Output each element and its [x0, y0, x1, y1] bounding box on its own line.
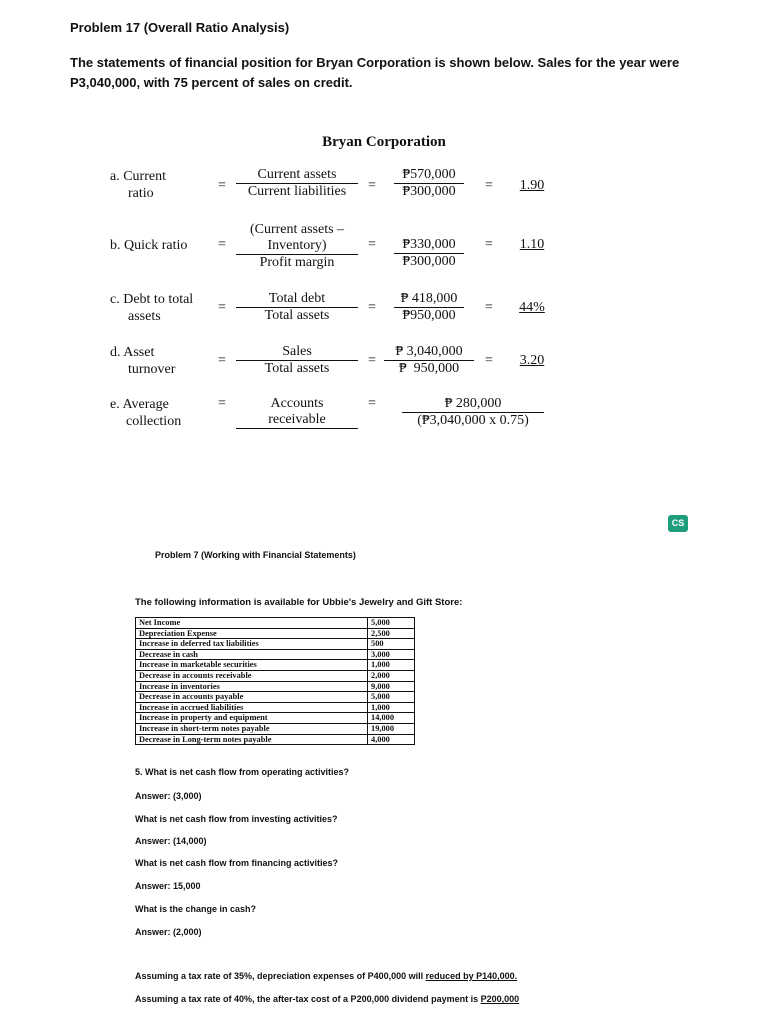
table-cell-amount: 5,000 — [368, 692, 415, 703]
question-financing: What is net cash flow from financing activities? — [135, 858, 339, 868]
table-cell-item: Increase in short-term notes payable — [136, 723, 368, 734]
ratio-b-eq2: = — [368, 237, 376, 252]
table-cell-item: Increase in inventories — [136, 681, 368, 692]
ratio-d-label — [110, 344, 175, 378]
table-cell-item: Decrease in cash — [136, 649, 368, 660]
ratio-c-label-line1: c. Debt to total — [110, 292, 194, 307]
ratio-b-eq1: = — [218, 237, 226, 252]
ratio-e-values — [402, 396, 544, 429]
ratio-b-formula-num: Inventory) — [267, 238, 327, 253]
statement-depreciation-answer: reduced by P140,000. — [425, 971, 518, 981]
problem-7-intro: The following information is available for Ubbie's Jewelry and Gift Store: — [135, 597, 463, 608]
statement-dividend — [135, 994, 519, 1004]
ratio-d-value-den: ₱ 950,000 — [398, 361, 460, 376]
table-cell-item: Increase in deferred tax liabilities — [136, 639, 368, 650]
table-row — [136, 618, 415, 629]
ratio-b-label: b. Quick ratio — [110, 238, 188, 253]
table-row — [136, 723, 415, 734]
statement-dividend-answer: P200,000 — [480, 994, 520, 1004]
problem-7-title: Problem 7 (Working with Financial Statements) — [155, 550, 356, 560]
table-cell-amount: 1,000 — [368, 702, 415, 713]
ratio-b-values — [394, 237, 464, 270]
ratio-e-value-den: (₱3,040,000 x 0.75) — [417, 413, 529, 428]
ratio-c-eq2: = — [368, 300, 376, 315]
ratio-d-result: 3.20 — [519, 353, 545, 368]
table-cell-amount: 19,000 — [368, 723, 415, 734]
table-row — [136, 681, 415, 692]
table-row — [136, 702, 415, 713]
ratio-d-label-line1: d. Asset — [110, 345, 155, 360]
ratio-a-value-den: ₱300,000 — [402, 184, 456, 199]
table-row — [136, 734, 415, 745]
ratio-a-eq3: = — [485, 178, 493, 193]
ratio-a-label-line2: ratio — [128, 186, 154, 201]
table-cell-item: Increase in property and equipment — [136, 713, 368, 724]
table-row — [136, 692, 415, 703]
ratio-c-label-line2: assets — [128, 309, 161, 324]
ratio-d-eq1: = — [218, 353, 226, 368]
ratio-e-label-line2: collection — [126, 414, 182, 429]
camscanner-badge-icon: CS — [668, 515, 688, 532]
ratio-d-values — [384, 344, 474, 377]
ratio-a-label — [110, 168, 166, 202]
ratio-e-formula-num: Accounts — [270, 396, 324, 411]
table-cell-item: Decrease in accounts receivable — [136, 670, 368, 681]
table-cell-amount: 3,000 — [368, 649, 415, 660]
ratio-b-formula-den: Profit margin — [259, 255, 335, 270]
table-cell-amount: 1,000 — [368, 660, 415, 671]
table-cell-amount: 5,000 — [368, 618, 415, 629]
ratio-d-formula — [236, 344, 358, 377]
table-cell-amount: 9,000 — [368, 681, 415, 692]
ratio-d-formula-num: Sales — [282, 344, 312, 359]
table-cell-amount: 14,000 — [368, 713, 415, 724]
ratio-b-value-num: ₱330,000 — [402, 237, 456, 252]
question-operating: 5. What is net cash flow from operating activities? — [135, 767, 350, 777]
company-heading: Bryan Corporation — [322, 134, 446, 150]
ratio-d-label-line2: turnover — [128, 362, 176, 377]
table-cell-amount: 2,500 — [368, 628, 415, 639]
ratio-d-value-num: ₱ 3,040,000 — [395, 344, 463, 359]
question-investing: What is net cash flow from investing activities? — [135, 814, 338, 824]
cash-flow-table-body — [136, 618, 415, 745]
table-cell-item: Increase in marketable securities — [136, 660, 368, 671]
table-cell-amount: 500 — [368, 639, 415, 650]
table-row — [136, 660, 415, 671]
table-cell-item: Increase in accrued liabilities — [136, 702, 368, 713]
table-row — [136, 670, 415, 681]
ratio-a-eq1: = — [218, 178, 226, 193]
ratio-a-result: 1.90 — [519, 178, 545, 193]
ratio-e-value-num: ₱ 280,000 — [444, 396, 502, 411]
ratio-b-formula — [236, 222, 358, 271]
ratio-d-eq3: = — [485, 353, 493, 368]
cash-flow-table — [135, 617, 415, 745]
ratio-c-values — [394, 291, 464, 324]
ratio-e-formula-bar — [236, 428, 358, 429]
statement-depreciation — [135, 971, 517, 981]
ratio-c-eq1: = — [218, 300, 226, 315]
ratio-b-eq3: = — [485, 237, 493, 252]
ratio-a-value-num: ₱570,000 — [402, 167, 456, 182]
ratio-c-value-den: ₱950,000 — [402, 308, 456, 323]
ratio-d-formula-den: Total assets — [264, 361, 330, 376]
ratio-c-formula — [236, 291, 358, 324]
problem-17-title: Problem 17 (Overall Ratio Analysis) — [70, 20, 290, 35]
ratio-b-formula-pre: (Current assets – — [249, 222, 345, 237]
ratio-c-formula-den: Total assets — [264, 308, 330, 323]
table-cell-item: Net Income — [136, 618, 368, 629]
question-change-in-cash: What is the change in cash? — [135, 904, 257, 914]
table-cell-amount: 2,000 — [368, 670, 415, 681]
ratio-e-label-line1: e. Average — [110, 397, 169, 412]
ratio-e-formula-den: receivable — [268, 412, 326, 427]
table-row — [136, 713, 415, 724]
table-cell-item: Depreciation Expense — [136, 628, 368, 639]
ratio-e-eq1: = — [218, 396, 226, 411]
answer-financing: Answer: 15,000 — [135, 881, 201, 891]
statement-dividend-text: Assuming a tax rate of 40%, the after-tax cost of a P200,000 dividend payment is — [135, 994, 481, 1004]
ratio-e-eq2: = — [368, 396, 376, 411]
ratio-a-eq2: = — [368, 178, 376, 193]
ratio-a-values — [394, 167, 464, 200]
ratio-e-label — [110, 396, 181, 430]
ratio-c-label — [110, 291, 193, 325]
table-cell-item: Decrease in accounts payable — [136, 692, 368, 703]
ratio-a-label-line1: a. Current — [110, 169, 166, 184]
problem-17-intro: The statements of financial position for Bryan Corporation is shown below. Sales for the year were P3,040,000, with 75 percent of sales on credit. — [70, 55, 680, 90]
answer-operating: Answer: (3,000) — [135, 791, 202, 801]
ratio-a-formula-num: Current assets — [257, 167, 337, 182]
ratio-c-eq3: = — [485, 300, 493, 315]
table-cell-amount: 4,000 — [368, 734, 415, 745]
answer-change-in-cash: Answer: (2,000) — [135, 927, 202, 937]
table-row — [136, 639, 415, 650]
ratio-a-formula — [236, 167, 358, 200]
ratio-b-value-den: ₱300,000 — [402, 254, 456, 269]
answer-investing: Answer: (14,000) — [135, 836, 207, 846]
table-cell-item: Decrease in Long-term notes payable — [136, 734, 368, 745]
ratio-d-eq2: = — [368, 353, 376, 368]
ratio-c-formula-num: Total debt — [268, 291, 326, 306]
table-row — [136, 628, 415, 639]
ratio-b-result: 1.10 — [519, 237, 545, 252]
ratio-c-result: 44% — [519, 300, 545, 315]
table-row — [136, 649, 415, 660]
ratio-e-formula — [236, 396, 358, 429]
statement-depreciation-text: Assuming a tax rate of 35%, depreciation expenses of P400,000 will — [135, 971, 426, 981]
ratio-a-formula-den: Current liabilities — [247, 184, 347, 199]
ratio-c-value-num: ₱ 418,000 — [400, 291, 458, 306]
